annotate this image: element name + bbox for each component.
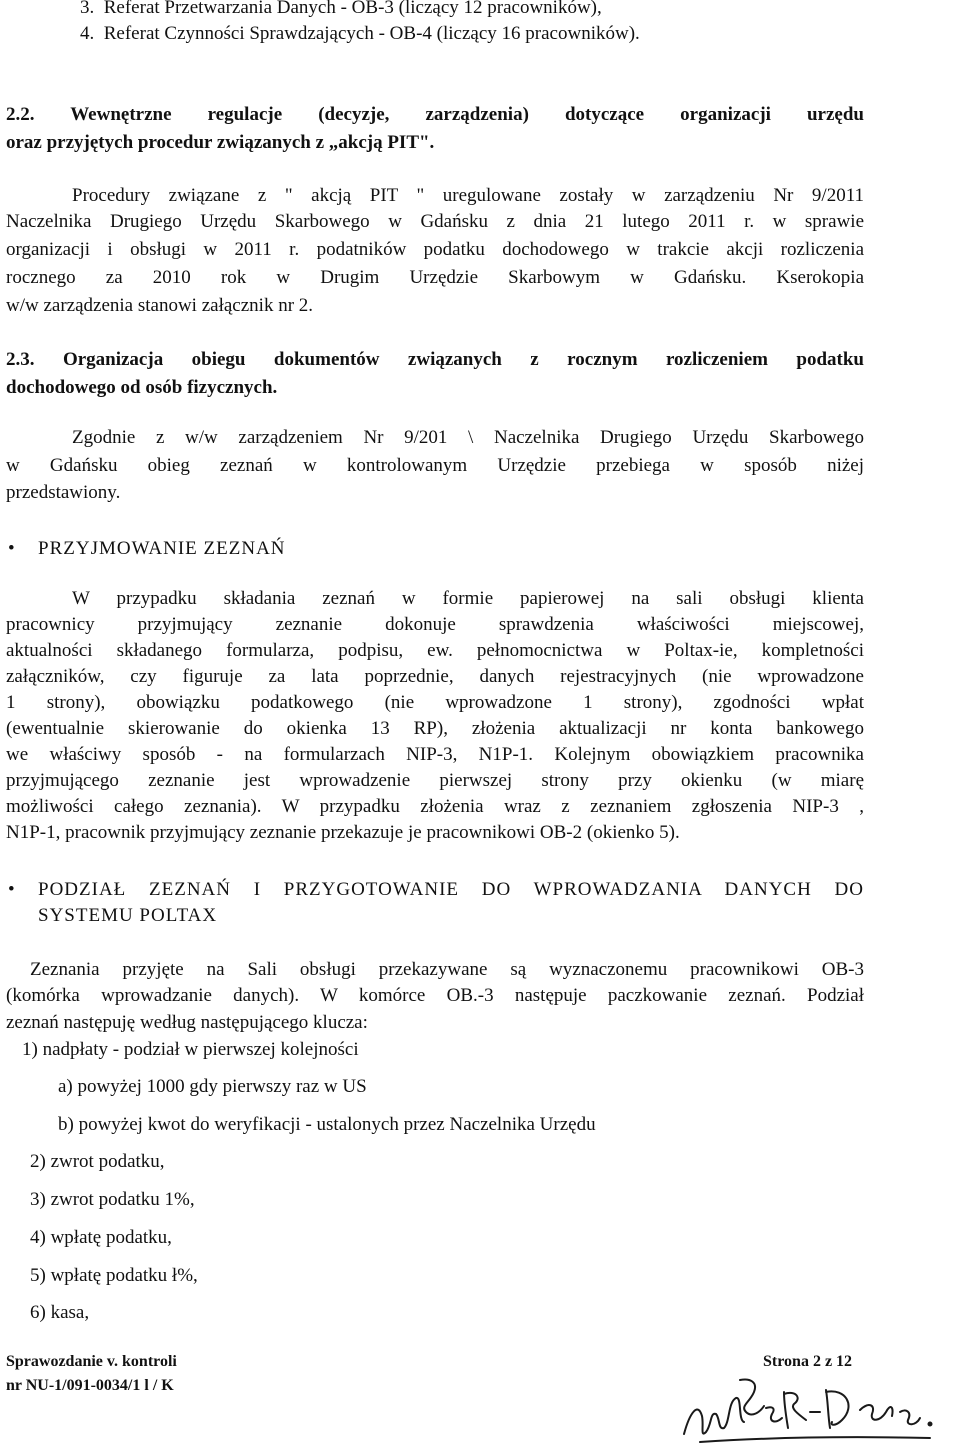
list-item: 1) nadpłaty - podział w pierwszej kolejności xyxy=(22,1039,359,1060)
paragraph-line: w/w zarządzenia stanowi załącznik nr 2. xyxy=(6,295,314,316)
footer-report-number: nr NU-1/091-0034/1 l / K xyxy=(6,1377,174,1394)
list-item: b) powyżej kwot do weryfikacji - ustalonych przez Naczelnika Urzędu xyxy=(58,1114,596,1135)
paragraph-line: w Gdańsku obieg zeznań w kontrolowanym Urzędzie przebiega w sposób niżej xyxy=(6,455,864,476)
paragraph-line: W przypadku składania zeznań w formie papierowej na sali obsługi klienta xyxy=(72,588,864,609)
list-item xyxy=(80,0,602,17)
section-heading: oraz przyjętych procedur związanych z „akcją PIT". xyxy=(6,132,435,153)
paragraph-line: N1P-1, pracownik przyjmujący zeznanie przekazuje je pracownikowi OB-2 (okienko 5). xyxy=(6,822,680,843)
paragraph-line: Zgodnie z w/w zarządzeniem Nr 9/201 \ Naczelnika Drugiego Urzędu Skarbowego xyxy=(72,427,864,448)
paragraph-line: możliwości całego zeznania). W przypadku złożenia wraz z zeznaniem zgłoszenia NIP-3 , xyxy=(6,796,864,817)
paragraph-line: organizacji i obsługi w 2011 r. podatników podatku dochodowego w trakcie akcji rozliczenia xyxy=(6,239,864,260)
paragraph-line: Naczelnika Drugiego Urzędu Skarbowego w Gdańsku z dnia 21 lutego 2011 r. w sprawie xyxy=(6,211,864,232)
signature-image xyxy=(680,1372,950,1448)
paragraph-line: Procedury związane z " akcją PIT " uregulowane zostały w zarządzeniu Nr 9/2011 xyxy=(72,185,864,206)
list-item: 4) wpłatę podatku, xyxy=(30,1227,172,1248)
section-heading: 2.2. Wewnętrzne regulacje (decyzje, zarządzenia) dotyczące organizacji urzędu xyxy=(6,104,864,125)
section-heading: dochodowego od osób fizycznych. xyxy=(6,377,278,398)
paragraph-line: przedstawiony. xyxy=(6,482,121,503)
list-item: 6) kasa, xyxy=(30,1302,90,1323)
list-item xyxy=(80,24,640,43)
list-number: 4. xyxy=(80,23,95,44)
paragraph-line: zeznań następuję według następującego klucza: xyxy=(6,1012,368,1033)
footer-page-number: Strona 2 z 12 xyxy=(763,1353,853,1370)
bullet-heading: • PRZYJMOWANIE ZEZNAŃ xyxy=(38,539,286,558)
paragraph-line: 1 strony), obowiązku podatkowego (nie wprowadzone 1 strony), zgodności wpłat xyxy=(6,692,864,713)
paragraph-line: rocznego za 2010 rok w Drugim Urzędzie Skarbowym w Gdańsku. Kserokopia xyxy=(6,267,864,288)
paragraph-line: (ewentualnie skierowanie do okienka 13 RP), złożenia aktualizacji nr konta bankowego xyxy=(6,718,864,739)
bullet-heading: • PODZIAŁ ZEZNAŃ I PRZYGOTOWANIE DO WPROWADZANIA DANYCH DO xyxy=(38,880,864,899)
section-heading: 2.3. Organizacja obiegu dokumentów związanych z rocznym rozliczeniem podatku xyxy=(6,349,864,370)
paragraph-line: przyjmującego zeznanie jest wprowadzenie pierwszej strony przy okienku (w miarę xyxy=(6,770,864,791)
paragraph-line: Zeznania przyjęte na Sali obsługi przekazywane są wyznaczonemu pracownikowi OB-3 xyxy=(30,959,864,980)
footer-report-title: Sprawozdanie v. kontroli xyxy=(6,1353,177,1370)
bullet-heading: SYSTEMU POLTAX xyxy=(38,905,218,926)
paragraph-line: (komórka wprowadzanie danych). W komórce OB.-3 następuje paczkowanie zeznań. Podział xyxy=(6,985,864,1006)
paragraph-line: we właściwy sposób - na formularzach NIP-3, N1P-1. Kolejnym obowiązkiem pracownika xyxy=(6,744,864,765)
paragraph-line: pracownicy przyjmujący zeznanie dokonuje sprawdzenia właściwości miejscowej, xyxy=(6,614,864,635)
paragraph-line: aktualności składanego formularza, podpisu, ew. pełnomocnictwa w Poltax-ie, kompletności xyxy=(6,640,864,661)
paragraph-line: załączników, czy figuruje za lata poprzednie, danych rejestracyjnych (nie wprowadzone xyxy=(6,666,864,687)
list-item: 3) zwrot podatku 1%, xyxy=(30,1189,195,1210)
list-item: a) powyżej 1000 gdy pierwszy raz w US xyxy=(58,1076,367,1097)
list-text: Referat Przetwarzania Danych - OB-3 (liczący 12 pracowników), xyxy=(103,0,602,18)
list-item: 2) zwrot podatku, xyxy=(30,1151,165,1172)
list-item: 5) wpłatę podatku ł%, xyxy=(30,1265,198,1286)
list-text: Referat Czynności Sprawdzających - OB-4 (liczący 16 pracowników). xyxy=(103,23,640,44)
list-number: 3. xyxy=(80,0,95,18)
